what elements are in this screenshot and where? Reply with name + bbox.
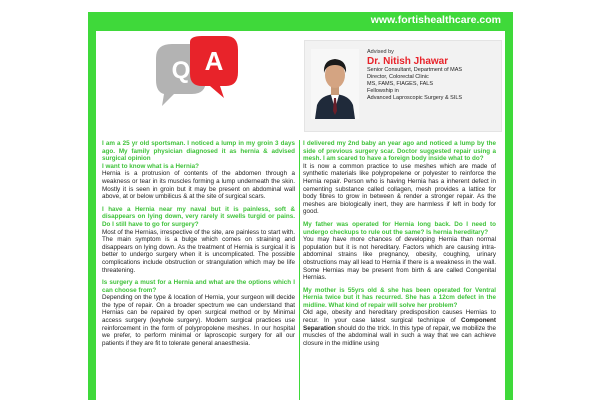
credential-line: Director, Colorectal Clinic bbox=[367, 74, 429, 80]
q-letter: Q bbox=[171, 57, 191, 84]
subquestion: I want to know what is a Hernia? bbox=[102, 162, 199, 170]
answer-emphasis: Component Separation bbox=[303, 317, 496, 332]
credential-line: Senior Consultant, Department of MAS bbox=[367, 67, 463, 73]
question: My mother is 55yrs old & she has been operated for Ventral Hernia twice but it has recurred. She has a 12cm defect in the midline. What kind of repair will solve her problem? bbox=[303, 286, 496, 309]
answer: It is now a common practice to use meshes which are made of synthetic materials like polypropelene or polyester to reinforce the Hernia repair. Person who is having Hernia has a inherent defect in cementing substance called collagen, mesh provides a lattice for body fibres to grow in between & render a stronger repair. As the meshes are biologically inert, they are harmless if left in body for good. bbox=[303, 162, 496, 216]
a-letter: A bbox=[204, 46, 224, 76]
answer-text: should do the trick. In this type of repair, we mobilize the muscles of the abdominal wall in such a way that we can achieve closure in the midline using bbox=[303, 324, 496, 347]
advised-by-label: Advised by bbox=[367, 49, 394, 55]
credential-line: Advanced Laproscopic Surgery & SILS bbox=[367, 95, 463, 101]
column-divider bbox=[299, 140, 300, 400]
question: I delivered my 2nd baby an year ago and noticed a lump by the side of previous surgery scar. Doctor suggested repair using a mesh. I am scared to have a foreign body inside what to do? bbox=[303, 140, 496, 163]
doctor-photo bbox=[311, 49, 359, 119]
answer: You may have more chances of developing Hernia than normal population but it is not hereditary. Factors which are causing intra-abdominal strains like pregnancy, obesity, coughing, urinary obstructions may all lead to Hernia if there is a weakness in the wall. Some Hernias may be present from birth & are called Congenital Hernias. bbox=[303, 236, 496, 282]
right-green-border bbox=[505, 12, 513, 400]
doctor-name: Dr. Nitish Jhawar bbox=[367, 56, 449, 67]
question: Is surgery a must for a Hernia and what are the options which I can choose from? bbox=[102, 279, 295, 294]
credential-line: Fellowship in bbox=[367, 88, 399, 94]
website-url[interactable]: www.fortishealthcare.com bbox=[370, 14, 501, 26]
question: I have a Hernia near my naval but it is painless, soft & disappears on lying down, very rarely it swells turgid or pains. Do I still have to go for surgery? bbox=[102, 205, 295, 228]
answer: Most of the Hernias, irrespective of the site, are painless to start with. The main symptom is a bulge which comes on straining and disappears on lying down. As the treatment of Hernia is surgical it is better to undergo surgery when it is uncomplicated. The possible complications include obstruction or strangulation which may be life threatening. bbox=[102, 228, 295, 274]
question: My father was operated for Hernia long back. Do I need to undergo checkups to rule out the same? Is hernia hereditary? bbox=[303, 220, 496, 236]
advisor-details bbox=[367, 49, 501, 102]
answer-text: Old age, obesity and hereditary predisposition causes Hernias to recur. In your case latest surgical technique of bbox=[303, 309, 496, 325]
answer: Depending on the type & location of Hernia, your surgeon will decide the type of repair. On a broader spectrum we can understand that Hernias can be repaired by open surgical method or by Minimal access surgery (keyhole surgery). Modern surgical practices use reinforcement in the form of polypropolene meshes. In our hospital we prefer, to perform minimal or laproscopic surgery for all our patients if they are fit to tolerate general anaesthesia. bbox=[102, 294, 295, 347]
answer bbox=[303, 309, 496, 347]
advisor-box bbox=[304, 40, 502, 132]
qa-speech-bubbles-icon bbox=[150, 36, 242, 108]
left-column bbox=[102, 140, 295, 400]
credential-line: MS, FAMS, FIAGES, FALS bbox=[367, 81, 434, 87]
left-green-border bbox=[88, 12, 96, 400]
right-column bbox=[303, 140, 496, 400]
answer: Hernia is a protrusion of contents of the abdomen through a weakness or tear in its muscles forming a lump underneath the skin. Mostly it is seen in groin but it may be present on abdominal wall above, at or below umbilicus & at the site of surgical scars. bbox=[102, 170, 295, 201]
question: I am a 25 yr old sportsman. I noticed a lump in my groin 3 days ago. My family physician diagnosed it as hernia & advised surgical opinion bbox=[102, 140, 295, 163]
top-green-bar bbox=[88, 12, 513, 31]
